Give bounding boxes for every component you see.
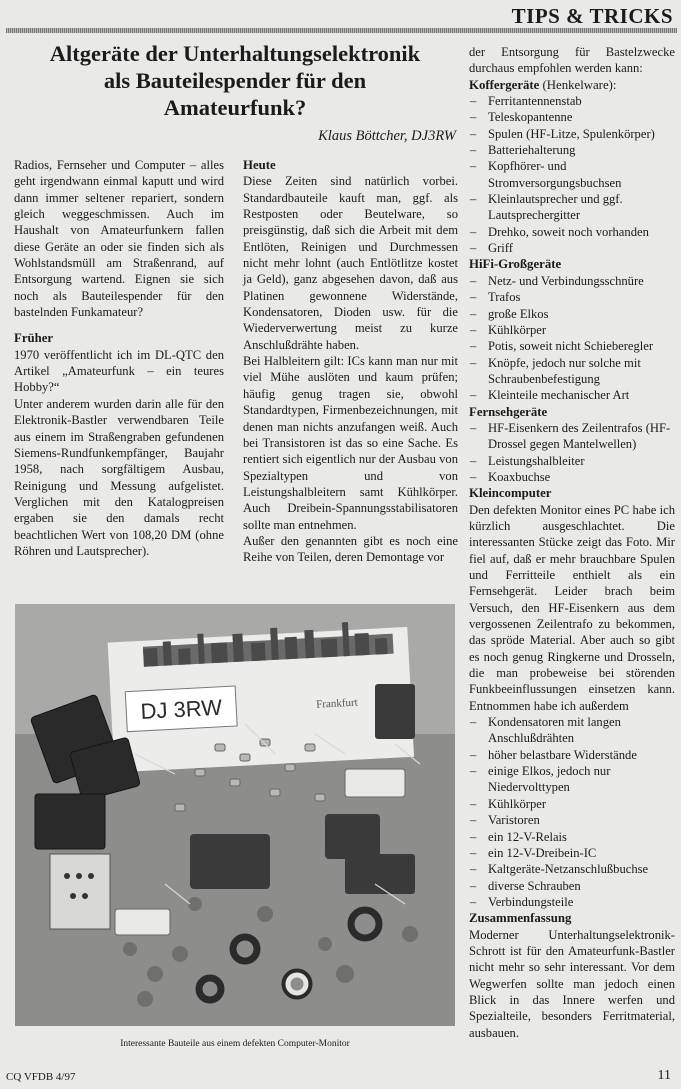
card-city: Frankfurt	[315, 696, 359, 711]
heading-heute: Heute	[243, 158, 276, 172]
heading-frueher: Früher	[14, 331, 54, 346]
components-photo	[15, 604, 455, 1026]
list-item: – Kopfhörer- und Stromversorgungsbuchsen	[469, 158, 675, 191]
card-callsign: DJ 3RW	[139, 694, 223, 724]
klein-paragraph: Den defekten Monitor eines PC habe ich kürzlich ausgeschlachtet. Die interessanten Stücke zeigt das Foto. Mir fiel auf, daß er mehr brauchbare Spulen und Ferritteile enthielt als ein Fernsehgerät. Leider brach beim Versuch, den HF-Eisenkern aus dem vergossenen Zeilentrafo zu bekommen, das spröde Material. Aber auch so gibt es noch genug Ringkerne und Drosseln, die man probeweise bei störenden Funkbeeinflussungen einsetzen kann. Entnommen habe ich außerdem	[469, 502, 675, 713]
list-item: – ein 12-V-Dreibein-IC	[469, 845, 675, 861]
title-line: als Bauteilespender für den	[103, 68, 367, 93]
intro-paragraph: Radios, Fernseher und Computer – alles geht irgendwann einmal kaputt und wird dann immer seltener repariert, sondern gleich weggeschmissen. Auch im Haushalt von Amateurfunkern fallen diese Geräte an oder sie finden sich als Wohlstandsmüll am Straßenrand, auf Entsorgung wartend. Eignen sie sich noch als Bauteilespender für den bastelnden Funkamateur?	[14, 158, 224, 320]
summary-paragraph: Moderner Unterhaltungselektronik-Schrott ist für den Amateurfunk-Bastler nicht mehr so sehr interessant. Vor dem Wegwerfen sollte man jedoch einen Blick in das Innere werfen und Spezialteile, besonders Ferritmaterial, ausbauen.	[469, 927, 675, 1040]
column-1	[14, 157, 224, 559]
hifi-list	[469, 273, 675, 404]
list-item: – Verbindungsteile	[469, 894, 675, 910]
list-item: – Kleinteile mechanischer Art	[469, 387, 675, 403]
page-number: 11	[657, 1068, 671, 1083]
heute-paragraph-1: Diese Zeiten sind natürlich vorbei. Standardbauteile kauft man, ggf. als Restposten oder Beutelware, so preisgünstig, daß sich die Arbeit mit dem Entlöten, Reinigen und Durchmessen nicht mehr lohnt (auch Entlötlitze kostet ja Geld), ganz abgesehen davon, daß aus Platinen gewonnene Widerstände, Kondensatoren, Dioden usw. für die Wiederverwertung meist zu kurze Anschlußdrähte haben.	[243, 174, 458, 352]
list-item: – Kondensatoren mit langen Anschlußdrähten	[469, 714, 675, 747]
list-item: – Kühlkörper	[469, 322, 675, 338]
list-item: – ein 12-V-Relais	[469, 829, 675, 845]
article-title	[14, 40, 456, 121]
koffer-list	[469, 93, 675, 256]
heading-fernseh: Fernsehgeräte	[469, 404, 548, 419]
photo-caption: Interessante Bauteile aus einem defekten Computer-Monitor	[120, 1039, 350, 1049]
heading-summary: Zusammenfassung	[469, 911, 572, 926]
page-header	[0, 0, 681, 34]
frueher-paragraph-1: 1970 veröffentlicht ich im DL-QTC den Artikel „Amateurfunk – ein teures Hobby?“	[14, 347, 224, 395]
list-item: – Teleskopantenne	[469, 109, 675, 125]
list-item: – Leistungshalbleiter	[469, 453, 675, 469]
list-item: – Batteriehalterung	[469, 142, 675, 158]
list-item: – Ferritantennenstab	[469, 93, 675, 109]
koffer-heading-note: (Henkelware):	[539, 77, 617, 92]
list-item: – Netz- und Verbindungsschnüre	[469, 273, 675, 289]
title-line: Altgeräte der Unterhaltungselektronik	[49, 41, 421, 66]
heading-klein: Kleincomputer	[469, 486, 552, 501]
header-rule	[6, 28, 677, 33]
list-item: – Kleinlautsprecher und ggf. Lautsprechergitter	[469, 191, 675, 224]
heading-hifi: HiFi-Großgeräte	[469, 257, 562, 272]
section-title: TIPS & TRICKS	[511, 4, 673, 28]
column-3	[469, 44, 675, 1041]
list-item: – Varistoren	[469, 812, 675, 828]
list-item: – HF-Eisenkern des Zeilentrafos (HF-Drossel gegen Mantelwellen)	[469, 420, 675, 453]
article-author: Klaus Böttcher, DJ3RW	[318, 128, 456, 144]
koffer-heading-text: Koffergeräte	[469, 77, 540, 92]
list-item: – Potis, soweit nicht Schieberegler	[469, 338, 675, 354]
list-item: – diverse Schrauben	[469, 878, 675, 894]
list-item: – einige Elkos, jedoch nur Niedervolttypen	[469, 763, 675, 796]
heute-paragraph-3: Außer den genannten gibt es noch eine Reihe von Teilen, deren Demontage vor	[243, 533, 458, 565]
list-item: – Knöpfe, jedoch nur solche mit Schraubenbefestigung	[469, 355, 675, 388]
title-line: Amateurfunk?	[163, 95, 307, 120]
klein-list	[469, 714, 675, 910]
list-item: – Drehko, soweit noch vorhanden	[469, 224, 675, 240]
fernseh-list	[469, 420, 675, 485]
heading-koffer	[469, 77, 675, 93]
list-item: – große Elkos	[469, 306, 675, 322]
list-item: – höher belastbare Widerstände	[469, 747, 675, 763]
list-item: – Kühlkörper	[469, 796, 675, 812]
list-item: – Griff	[469, 240, 675, 256]
list-item: – Koaxbuchse	[469, 469, 675, 485]
heute-paragraph-2: Bei Halbleitern gilt: ICs kann man nur mit viel Mühe auslöten und kaum prüfen; häufig genug tragen sie, obwohl Standardtypen, Firmenbezeichnungen, mit denen man nichts anzufangen weiß. Auch bei Transistoren ist das so eine Sache. Es rentiert sich eigentlich nur der Ausbau von Spezialtypen und von Leistungshalbleitern samt Kühlkörper. Auch Dreibein-Spannungsstabilisatoren sollte man entnehmen.	[243, 354, 458, 532]
column3-intro: der Entsorgung für Bastelzwecke durchaus empfohlen werden kann:	[469, 45, 675, 76]
list-item: – Kaltgeräte-Netzanschlußbuchse	[469, 861, 675, 877]
column-2	[243, 157, 458, 566]
frueher-paragraph-2: Unter anderem wurden darin alle für den Elektronik-Bastler verwendbaren Teile aus einem im Straßengraben gefundenen Siemens-Rundfunkempfänger, Baujahr 1958, nach sorgfältigem Ausbau, Reinigung und Messung aufgelistet. Verglichen mit den Katalogpreisen ergaben sie den damals recht beachtlichen Wert von 108,20 DM (ohne Röhren und Lautsprecher).	[14, 396, 224, 558]
list-item: – Spulen (HF-Litze, Spulenkörper)	[469, 126, 675, 142]
photo-illustration	[15, 604, 455, 1026]
list-item: – Trafos	[469, 289, 675, 305]
journal-issue: CQ VFDB 4/97	[6, 1071, 76, 1083]
